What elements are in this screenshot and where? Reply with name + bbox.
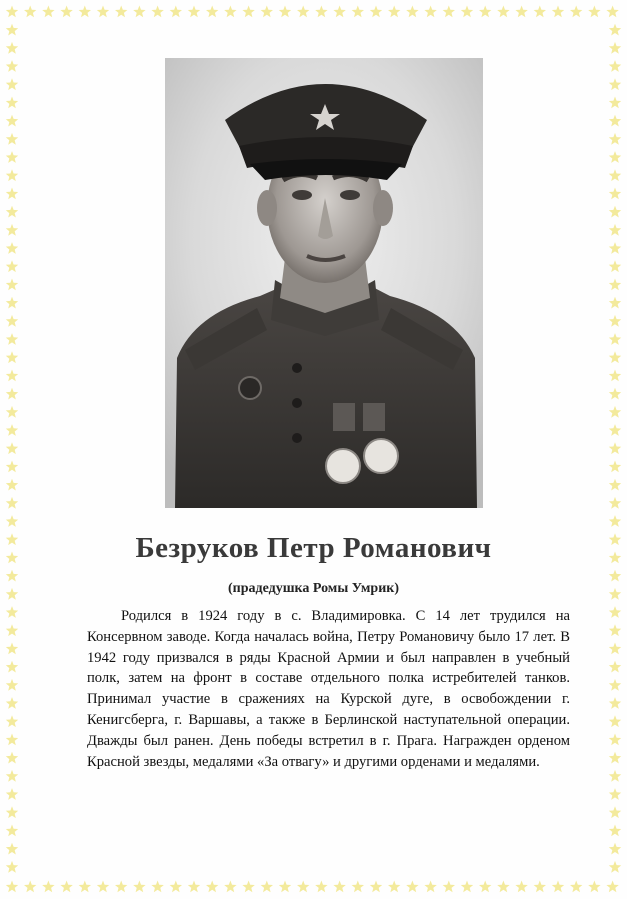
border-star [424,6,436,18]
border-star [6,442,18,454]
border-star [461,6,473,18]
border-star [6,479,18,491]
border-star [609,24,621,36]
border-star [609,715,621,727]
border-star [609,78,621,90]
border-star [6,624,18,636]
border-star [206,881,218,893]
border-star [6,370,18,382]
person-subtitle: (прадедушка Ромы Умрик) [227,581,400,596]
border-star [206,6,218,18]
border-star [42,881,54,893]
border-star [424,881,436,893]
border-star [609,297,621,309]
border-star [6,424,18,436]
border-star [609,224,621,236]
border-star [6,461,18,473]
border-star [406,881,418,893]
border-star [609,442,621,454]
border-star [609,661,621,673]
border-star [6,24,18,36]
border-star [170,6,182,18]
border-star [479,881,491,893]
border-star [6,734,18,746]
border-star [6,6,18,18]
border-star [588,881,600,893]
border-star [609,734,621,746]
border-star [42,6,54,18]
border-star [6,770,18,782]
border-star [151,881,163,893]
border-star [188,6,200,18]
border-star [224,6,236,18]
border-star [279,6,291,18]
border-star [609,188,621,200]
border-star [406,6,418,18]
border-star [6,643,18,655]
border-star [443,6,455,18]
border-star [609,169,621,181]
border-star [188,881,200,893]
border-star [606,881,618,893]
border-star [609,770,621,782]
border-star [6,570,18,582]
border-star [609,60,621,72]
border-star [6,224,18,236]
border-star [24,6,36,18]
border-star [609,461,621,473]
border-star [609,260,621,272]
border-star [6,351,18,363]
border-star [6,715,18,727]
border-star [497,881,509,893]
border-star [333,6,345,18]
border-star [370,881,382,893]
border-star [609,752,621,764]
border-star [388,6,400,18]
border-star [60,881,72,893]
border-star [388,881,400,893]
border-star [97,6,109,18]
border-star [6,679,18,691]
border-star [609,624,621,636]
border-star [497,6,509,18]
border-star [6,788,18,800]
border-star [242,6,254,18]
border-star [609,97,621,109]
border-star [609,515,621,527]
border-star [6,42,18,54]
border-star [609,279,621,291]
border-star [224,881,236,893]
border-star [6,752,18,764]
border-star [609,133,621,145]
border-star [170,881,182,893]
border-star [6,843,18,855]
border-star [79,881,91,893]
border-star [6,78,18,90]
border-star [609,643,621,655]
border-star [606,6,618,18]
border-star [6,825,18,837]
border-star [6,333,18,345]
border-star [352,6,364,18]
border-star [6,497,18,509]
border-star [97,881,109,893]
border-star [609,151,621,163]
border-star [609,424,621,436]
border-star [6,315,18,327]
border-star [6,97,18,109]
border-star [6,151,18,163]
border-star [534,6,546,18]
border-star [297,881,309,893]
border-star [6,279,18,291]
border-star [6,661,18,673]
border-star [151,6,163,18]
border-star [279,881,291,893]
border-star [609,479,621,491]
border-star [6,406,18,418]
border-star [570,881,582,893]
border-star [609,206,621,218]
border-star [333,881,345,893]
border-star [609,697,621,709]
biography-text: Родился в 1924 году в с. Владимировка. С 14 лет трудился на Консервном заводе. Когда началась война, Петру Романовичу было 17 лет. В 1942 году призвался в ряды Красной Армии и был направлен в учебный полк, затем на фронт в составе отдельного полка истребителей танков. Принимал участие в сражениях на Курской дуге, в освобождении г. Кенигсберга, г. Варшавы, а также в Берлинской наступательной операции. Дважды был ранен. День победы встретил в г. Прага. Награжден орденом Красной звезды, медалями «За отвагу» и другими орденами и медалями. [87,608,570,770]
border-star [609,315,621,327]
border-star [261,6,273,18]
border-star [479,6,491,18]
border-star [6,806,18,818]
border-star [6,388,18,400]
portrait-photo [165,58,483,508]
border-star [461,881,473,893]
border-star [6,697,18,709]
border-star [609,115,621,127]
border-star [609,388,621,400]
border-star [609,825,621,837]
border-star [6,515,18,527]
border-star [609,242,621,254]
border-star [515,6,527,18]
border-star [6,115,18,127]
person-name: Безруков Петр Романович [135,532,492,564]
border-star [609,861,621,873]
border-star [115,881,127,893]
border-star [133,6,145,18]
border-star [515,881,527,893]
border-star [6,242,18,254]
border-star [6,133,18,145]
border-star [609,333,621,345]
border-star [6,606,18,618]
border-star [133,881,145,893]
border-star [570,6,582,18]
border-star [6,60,18,72]
border-star [6,861,18,873]
border-star [552,881,564,893]
border-star [609,42,621,54]
border-star [6,169,18,181]
border-star [6,881,18,893]
border-star [588,6,600,18]
border-star [315,6,327,18]
border-star [609,806,621,818]
border-star [6,206,18,218]
border-star [6,188,18,200]
border-star [261,881,273,893]
border-star [6,297,18,309]
border-star [6,260,18,272]
border-star [315,881,327,893]
border-star [552,6,564,18]
border-star [352,881,364,893]
border-star [443,881,455,893]
border-star [115,6,127,18]
border-star [609,788,621,800]
border-star [609,570,621,582]
border-star [609,351,621,363]
border-star [79,6,91,18]
border-star [609,406,621,418]
border-star [609,370,621,382]
border-star [534,881,546,893]
border-star [242,881,254,893]
border-star [24,881,36,893]
border-star [609,606,621,618]
border-star [609,679,621,691]
border-star [60,6,72,18]
border-star [370,6,382,18]
border-star [609,843,621,855]
border-star [609,497,621,509]
border-star [297,6,309,18]
